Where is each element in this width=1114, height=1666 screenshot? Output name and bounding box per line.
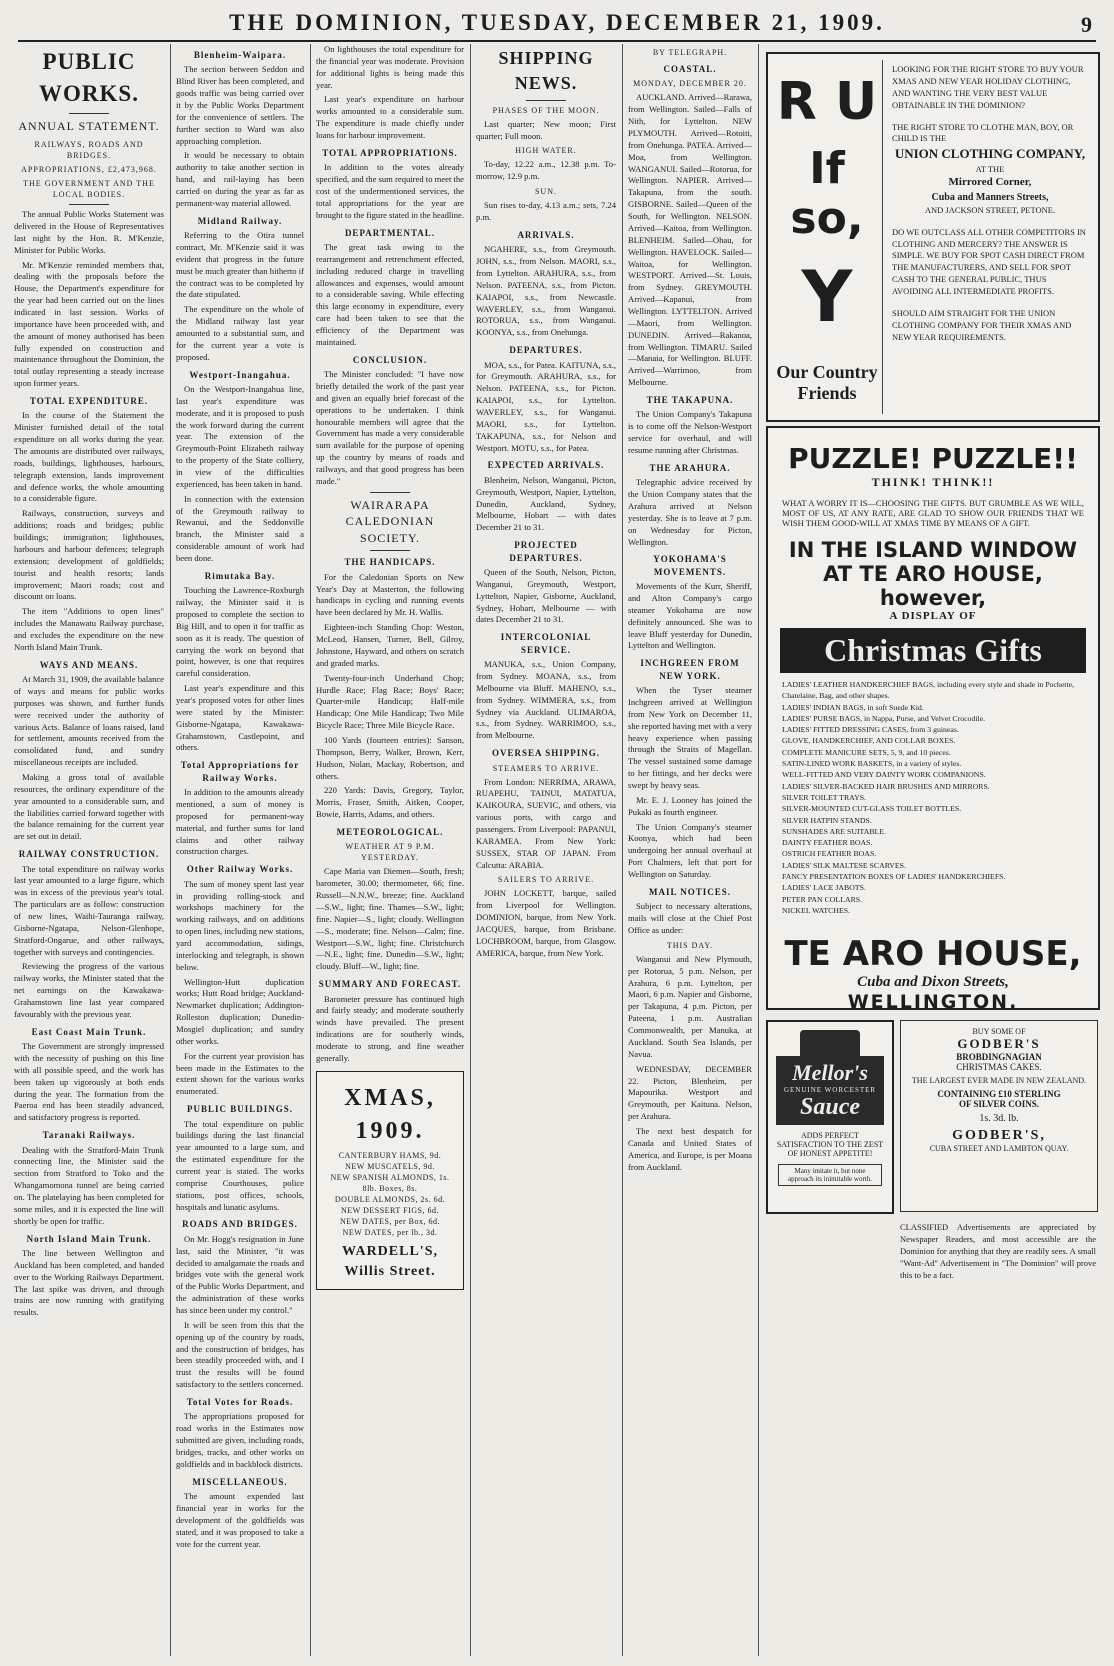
gift-item: FANCY PRESENTATION BOXES OF LADIES' HANDKERCHIEFS. [782,872,1006,882]
mellors-sauce: Sauce [800,1094,860,1120]
friends: Friends [797,383,857,403]
section-north-island: North Island Main Trunk. [26,1233,152,1244]
projected-departures-heading: PROJECTED DEPARTURES. [509,540,583,563]
masthead [18,6,1096,42]
column-telegraph: BY TELEGRAPH. COASTAL. MONDAY, DECEMBER 20. AUCKLAND. Arrived—Rarawa, from Wellington. Sailed—Falls of Nith, for Lyttelton. NEW PLYMOUTH. Arrived—Rotoiti, from Onehunga. PATEA. Arrived—Moa, from Wellington. WANGANUI. Sailed—Rotorua, for Wellington. NAPIER. Arrived—Takapuna, from the south. GISBORNE. Sailed—Queen of the South, for Wellington. NELSON. Arrived—Kaitoa, from Wellington. BLENHEIM. Sailed—Ohau, for Wellington. HAVELOCK. Sailed—Waitoa, for Wellington. WESTPORT. Arrived—St. Louis, from Sydney. GREYMOUTH. Arrived—Kapanui, from Wellington. LYTTELTON. Arrived—Maori, from Wellington. DUNEDIN. Arrived—Rakanoa, from Wellington. TIMARU. Sailed—Manaia, for Wellington. BLUFF. Arrived—Warrimoo, from Melbourne. THE TAKAPUNA. The Union Company's Takapuna is to come off the Nelson-Westport service for overhaul, and will resume running after Christmas. THE ARAHURA. Telegraphic advice received by the Union Company states that the Arahura arrived at Nelson yesterday. She is to leave at 7 p.m. on Wednesday for Picton, Wellington. YOKOHAMA'S MOVEMENTS. Movements of the Kurr, Sheriff, and Alton Company's cargo steamer Yokohama are now definitely announced. She was to leave Bluff yesterday for Dunedin, Lyttelton and Wellington. INCHGREEN FROM NEW YORK. When the Tyser steamer Inchgreen arrived at Wellington from New York on December 11, she reported having met with a very heavy experience when passing through the Straits of Magellan. The vessel sustained some damage to her fittings, and her decks were swept by heavy seas. Mr. E. J. Looney has joined the Pukaki as fourth engineer. The Union Company's steamer Koonya, which had been undergoing her annual overhaul at Port Chalmers, left that port for Wellington on Saturday. MAIL NOTICES. Subject to necessary alterations, mails will close at the Chief Post Office as under: THIS DAY. Wanganui and New Plymouth, per Rotorua, 5 p.m. Nelson, per Arahura, 6 p.m. Lyttelton, per Maori, 6 p.m. Napier and Gisborne, per Takapuna, 4 p.m. Picton, per Pateena, 1 p.m. Australian Commonwealth, per Manuka, at Auckland. South Sea Islands, per Navua. WEDNESDAY, DECEMBER 22. Picton, Blenheim, per Mapourika. Westport and Greymouth, per Kaituna. Nelson, per Arahura. The next best despatch for Canada and United States of America, and Europe, is per Moana from Auckland. [628,48,752,1172]
section-ways-means: WAYS AND MEANS. [39,659,139,670]
gift-item: SILVER-MOUNTED CUT-GLASS TOILET BOTTLES. [782,804,962,814]
xmas-line: CANTERBURY HAMS, 9d. [338,1150,442,1160]
masthead-title: THE DOMINION, TUESDAY, DECEMBER 21, 1909. [229,10,885,35]
te-aro-footer-name: TE ARO HOUSE, [784,934,1082,975]
mellors-note: Many imitate it, but none approach its inimitable worth. [778,1164,882,1186]
weather-subheading: WEATHER AT 9 P.M. YESTERDAY. [345,842,435,863]
godber-name: GODBER'S [957,1036,1041,1051]
gift-item: LADIES' INDIAN BAGS, in soft Suede Kid. [782,702,924,712]
te-aro-footer-address: Cuba and Dixon Streets, [857,974,1009,991]
union-line: DO WE OUTCLASS ALL OTHER COMPETITORS IN CLOTHING AND MERCERY? THE ANSWER IS SIMPLE. WE BUY FOR SPOT CASH DIRECT FROM THE MANUFACTURERS, AND SELL FOR SPOT CASH TO THE GENERAL PUBLIC, THUS AVOIDING ALL INTERMEDIATE PROFITS. [892,226,1086,297]
expected-arrivals-heading: EXPECTED ARRIVALS. [487,460,605,471]
if-so: If so, [790,143,864,244]
godber-address: CUBA STREET AND LAMBTON QUAY. [929,1144,1069,1153]
xmas-line: NEW DESSERT FIGS, 6d. [341,1206,439,1216]
union-clothing-ad [766,52,1100,422]
high-water-heading: HIGH WATER. [515,146,577,156]
arrivals-heading: ARRIVALS. [517,229,575,240]
takapuna-heading: THE TAKAPUNA. [646,394,734,405]
godber-line: THE LARGEST EVER MADE IN NEW ZEALAND. [911,1076,1087,1085]
godbers-ad [900,1020,1098,1212]
headline-wairarapa: WAIRARAPA CALEDONIAN SOCIETY. [345,497,435,545]
column-railways: Blenheim-Waipara. The section between Seddon and Blind River has been completed, and goods traffic was being carried over it by the Public Works Department for the convenience of settlers. The further section to Ward was also approaching completion. It would be necessary to obtain authority to take another section in hand, and rail-laying has been carried on during the year as far as permanent-way material allowed. Midland Railway. Referring to the Otira tunnel contract, Mr. M'Kenzie said it was evident that progress in the future must be much greater than hitherto if the contract was to be completed by the date stipulated. The expenditure on the whole of the Midland railway last year amounted to a substantial sum, and for the current year a vote is proposed. Westport-Inangahua. On the Westport-Inangahua line, last year's expenditure was moderate, and it is proposed to push the work forward during the current year. The extension of the Greymouth-Point Elizabeth railway to the property of the State colliery, in view of the difficulties experienced, has been taken in hand. In connection with the extension of the Greymouth railway to Rewanui, and the Seddonville branch, the Minister said a considerable amount of work had been done. Rimutaka Bay. Touching the Lawrence-Roxburgh railway, the Minister said it is proposed to complete the section to Big Hill, and to open it for traffic as soon as it is ready. The question of carrying the work on beyond that point, however, is one that requires careful consideration. Last year's expenditure and this year's proposed votes for other lines were stated by the Minister: Gisborne-Ngatapa, Kawakawa-Grahamstown, Castlepoint, and others. Total Appropriations for Railway Works. In addition to the amounts already mentioned, a sum of money is proposed for permanent-way material, and further sums for land claims and other railway construction charges. Other Railway Works. The sum of money spent last year in providing rolling-stock and workshops machinery for the working railways, and on additions to open lines, including new stations, yard accommodation, sidings, interlocking and telegraph, is shown below. Wellington-Hutt duplication works; Hutt Road bridge; Auckland-Newmarket duplication; Addington-Rolleston duplication; Dunedin-Mosgiel duplication; and sundry other works. For the current year provision has been made in the Estimates to the extent shown for the various works enumerated. PUBLIC BUILDINGS. The total expenditure on public buildings during the last financial year amounted to a large sum, and the estimated expenditure for the current year is stated. The works comprise Courthouses, police stations, post offices, schools, hospitals and lunatic asylums. ROADS AND BRIDGES. On Mr. Hogg's resignation in June last, said the Minister, "it was decided to amalgamate the roads and bridges vote with the general work of the Public Works Department, and the administration of these works has since been under my control." It will be seen from this that the opening up of the country by roads, and the construction of bridges, has been steadily proceeded with, and I trust the results will be found satisfactory to the settlers concerned. Total Votes for Roads. The appropriations proposed for road works in the Estimates now submitted are given, including roads, bridges, tracks, and other works on goldfields and in backblock districts. MISCELLANEOUS. The amount expended last financial year in works for the development of the goldfields was stated, and it was proposed to take a vote for the current year. [176,50,304,1549]
mellors-brand: Mellor's [792,1060,868,1085]
intro-paragraph: The annual Public Works Statement was delivered in the House of Representatives last night by the Hon. R. M'Kenzie, Minister for Public Works. [14,209,164,255]
sun-heading: SUN. [534,187,557,197]
union-line: Cuba and Manners Streets, [931,191,1049,203]
gift-item: LADIES' SILK MALTESE SCARVES. [782,860,906,870]
gift-item: COMPLETE MANICURE SETS, 5, 9, and 10 pieces. [782,747,951,757]
christmas-gifts-banner: Christmas Gifts [780,628,1086,673]
gift-item: GLOVE, HANDKERCHIEF, AND COLLAR BOXES. [782,736,956,746]
gift-item: SATIN-LINED WORK BASKETS, in a variety of styles. [782,759,962,769]
godber-line: CHRISTMAS CAKES. [956,1062,1042,1072]
steamers-arrive-heading: STEAMERS TO ARRIVE. [492,763,600,773]
section-conclusion: CONCLUSION. [352,354,428,365]
letter-y: Y [801,256,853,338]
gift-item: NICKEL WATCHES. [782,905,851,915]
deck-appropriations: APPROPRIATIONS, £2,473,968. [21,165,157,175]
page-number: 9 [1081,12,1092,37]
telegraph-heading: BY TELEGRAPH. [652,48,728,57]
section-appropriations: Total Appropriations for Railway Works. [180,760,300,783]
house-heading: AT TE ARO HOUSE, however, [823,562,1043,610]
display-of: A DISPLAY OF [889,610,977,622]
section-westport: Westport-Inangahua. [189,369,291,380]
section-handicaps: THE HANDICAPS. [344,557,436,568]
union-company-name: UNION CLOTHING COMPANY, [894,146,1086,162]
puzzle-heading: PUZZLE! PUZZLE!! [788,442,1078,475]
te-aro-intro: WHAT A WORRY IT IS—CHOOSING THE GIFTS. BUT GRUMBLE AS WE WILL, MOST OF US, AT ANY RATE, ARE GLAD TO SHOW OUR FRIENDS THAT WE WISH THEM GOOD-WILL AT XMAS TIME BY MEANS OF A GIFT. [782,498,1084,528]
xmas-line: NEW DATES, per Box, 6d. [339,1217,440,1227]
union-line: THE RIGHT STORE TO CLOTHE MAN, BOY, OR CHILD IS THE [892,121,1074,144]
gift-item: LADIES' PURSE BAGS, in Nappa, Purse, and Velvet Crocodile. [782,713,986,723]
window-heading: IN THE ISLAND WINDOW [788,538,1078,562]
column-public-works: PUBLIC WORKS. ANNUAL STATEMENT. RAILWAYS, ROADS AND BRIDGES. APPROPRIATIONS, £2,473,968. THE GOVERNMENT AND THE LOCAL BODIES. The annual Public Works Statement was delivered in the House of Representatives last night by the Hon. R. M'Kenzie, Minister for Public Works. Mr. M'Kenzie reminded members that, dealing with the proposals before the House, the Department's expenditure for the year had been carried out on the lines indicated in last session. Works of importance have been proceeded with, and the amount of money authorised has been fully expended on construction and maintenance throughout the Dominion, the total outlay representing a steady increase upon former years. TOTAL EXPENDITURE. In the course of the Statement the Minister furnished detail of the total expenditure on all works during the year. The amounts are distributed over railways, roads, buildings, lighthouses, harbours, telegraph extension, lands improvement and defence works, the whole amounting to a considerable figure. Railways, construction, surveys and additions; roads and bridges; public buildings; immigration; lighthouses, harbours and harbour defences; telegraph extension; development of goldfields; tourist and health resorts; lands improvement; Maori roads; cost and discount on loans. The item "Additions to open lines" includes the Manawatu Railway purchase, and excludes the expenditure on the new North Island Main Trunk. WAYS AND MEANS. At March 31, 1909, the available balance of ways and means for public works purposes was shown, and further funds were received under the authority of various Acts. Balance of loans raised, land for settlement, amounts received from the consolidated fund, and sundry miscellaneous receipts are included. Making a gross total of available resources, the ordinary expenditure of the year amounted to a considerable sum, and the liabilities carried forward together with the balance remaining for the current year are set out in detail. RAILWAY CONSTRUCTION. The total expenditure on railway works last year amounted to a large figure, which was in excess of the previous year's total. The particulars are as follow: construction of new lines, Waihi-Tauranga railway, Gisborne-Ngatapa, Nelson-Glenhope, Stratford-Ongarue, and other railways, together with surveys and contingencies. Reviewing the progress of the various railway works, the Minister stated that the net earnings on the Kawakawa-Grahamstown line last year compared favourably with the previous year. East Coast Main Trunk. The Government are strongly impressed with the necessity of pushing on this line with all possible speed, and the work has been taken up vigorously at both ends during the year. The formation from the Paeroa end has been steadily advanced, and satisfactory progress is reported. Taranaki Railways. Dealing with the Stratford-Main Trunk connecting line, the Minister said the section from Stratford to Toko and the Whangamomona tunnel are being carried on. The platelaying has been completed for some miles, and it is expected the line will shortly be open for traffic. North Island Main Trunk. The line between Wellington and Auckland has been completed, and handed over to the Working Railways Department. The last spike was driven, and through trains are now running with gratifying results. [14,44,164,1656]
union-line: LOOKING FOR THE RIGHT STORE TO BUY YOUR XMAS AND NEW YEAR HOLIDAY CLOTHING, AND WANTING THE VERY BEST VALUE OBTAINABLE IN THE DOMINION? [892,64,1084,110]
section-roads-bridges: ROADS AND BRIDGES. [182,1219,298,1230]
our-country: Our Country [776,362,878,382]
section-public-buildings: PUBLIC BUILDINGS. [186,1104,294,1115]
union-text-panel [892,64,1088,344]
union-line: SHOULD AIM STRAIGHT FOR THE UNION CLOTHING COMPANY FOR THEIR XMAS AND NEW YEAR REQUIREMENTS. [892,308,1072,342]
mellors-sauce-ad [766,1020,894,1214]
section-blenheim: Blenheim-Waipara. [193,50,287,60]
column-appropriations: On lighthouses the total expenditure for the financial year was moderate. Provision for additional lights is being made this year. Last year's expenditure on harbour works amounted to a considerable sum. The expenditure is made chiefly under loans for harbour improvement. TOTAL APPROPRIATIONS. In addition to the votes already specified, and the sum required to meet the cost of the undermentioned services, the total appropriations for the year are brought to the figure stated in the headline. DEPARTMENTAL. The great task owing to the rearrangement and retrenchment effected, including reduced charge in travelling allowances and expenses, would amount to a considerable saving. While effecting this large economy in expenditure, every care had been taken to see that the efficiency of the Department was maintained. CONCLUSION. The Minister concluded: "I have now briefly detailed the work of the past year and given an equally brief forecast of the operations to be undertaken. I think honourable members will agree that the Government has made a very considerable sum available for the purpose of opening up the country by means of roads and railways, and that good progress has been made." WAIRARAPA CALEDONIAN SOCIETY. THE HANDICAPS. For the Caledonian Sports on New Year's Day at Masterton, the following handicaps in cycling and running events have been declared by Mr. H. Wallis. Eighteen-inch Standing Chop: Weston, McLeod, Hansen, Turner, Bell, Gilroy, Johnstone, Hayward, and others on scratch and graded marks. Twenty-four-inch Underhand Chop; Hurdle Race; Flag Race; Boys' Race; Quarter-mile Handicap; Half-mile Handicap; One Mile Handicap; Two Mile Bicycle Race; Three Mile Bicycle Race. 100 Yards (fourteen entries): Sanson, Thompson, Berry, Walker, Brown, Kerr, Hudson, Nolan, Mackay, Robertson, and others. 220 Yards: Davis, Gregory, Taylor, Morris, Fraser, Smith, Aitken, Cooper, Bowie, Harris, Adams, and others. METEOROLOGICAL. WEATHER AT 9 P.M. YESTERDAY. Cape Maria van Diemen—South, fresh; barometer, 30.00; thermometer, 66; fine. Russell—N.N.W., breeze; fine. Auckland—S.W., light; fine. Thames—S.W., light; fine. Napier—S., light; cloudy. Wellington—S., moderate; fine. Nelson—Calm; fine. Westport—S.W., light; fine. Christchurch—N.E., light; fine. Dunedin—S.W., light; cloudy. Bluff—W., light; fine. SUMMARY AND FORECAST. Barometer pressure has continued high and fairly steady; and moderate southerly winds have prevailed. The present indications are for southerly winds, moderate to strong, and fine weather generally. XMAS, 1909. CANTERBURY HAMS, 9d. NEW MUSCATELS, 9d. NEW SPANISH ALMONDS, 1s. 8lb. Boxes, 8s. DOUBLE ALMONDS, 2s. 6d. NEW DESSERT FIGS, 6d. NEW DATES, per Box, 6d. NEW DATES, per lb., 3d. WARDELL'S, Willis Street. [316,44,464,1656]
section-railway-construction: RAILWAY CONSTRUCTION. [18,849,160,860]
mellors-sub: GENUINE WORCESTER [783,1086,877,1094]
deck-railways: RAILWAYS, ROADS AND BRIDGES. [34,140,144,161]
think-heading: THINK! THINK!! [871,475,995,489]
te-aro-footer-city: WELLINGTON. [847,991,1019,1010]
bottle-icon [800,1030,860,1056]
section-other-railway: Other Railway Works. [186,864,294,875]
sailers-heading: SAILERS TO ARRIVE. [497,875,595,885]
this-day-heading: THIS DAY. [666,940,714,950]
gift-item: LADIES' LACE JABOTS. [782,883,866,893]
gift-item: PETER PAN COLLARS. [782,894,863,904]
godber-line: BROBDINGNAGIAN [956,1052,1042,1062]
phases-heading: PHASES OF THE MOON. [492,105,600,115]
letter-r: R [776,72,817,132]
section-summary: SUMMARY AND FORECAST. [318,979,462,990]
gift-item: DAINTY FEATHER BOAS. [782,838,873,848]
mellors-tagline: ADDS PERFECT SATISFACTION TO THE ZEST OF HONEST APPETITE! [776,1131,884,1158]
godber-line: OF SILVER COINS. [958,1099,1040,1109]
godber-name-footer: GODBER'S, [952,1128,1046,1143]
xmas-title: XMAS, 1909. [344,1084,436,1144]
section-rimutaka: Rimutaka Bay. [204,570,276,581]
column-shipping: SHIPPING NEWS. PHASES OF THE MOON. Last quarter; New moon; First quarter; Full moon. HIGH WATER. To-day, 12.22 a.m., 12.38 p.m. To-morrow, 12.9 p.m. SUN. Sun rises to-day, 4.13 a.m.; sets, 7.24 p.m. ARRIVALS. NGAHERE, s.s., from Greymouth. JOHN, s.s., from Nelson. MAORI, s.s., from Lyttelton. ARAHURA, s.s., from Nelson. PATEENA, s.s., from Picton. KAIAPOI, s.s., from Newcastle. WAVERLEY, s.s., from Wanganui. ROTORUA, s.s., from Wanganui. KOONYA, s.s., from Onehunga. DEPARTURES. MOA, s.s., for Patea. KAITUNA, s.s., for Greymouth. ARAHURA, s.s., for Nelson. PATEENA, s.s., for Picton. KAIAPOI, s.s., for Lyttelton. WAVERLEY, s.s., for Wanganui. MAORI, s.s., for Lyttelton. TAKAPUNA, s.s., for Nelson and Westport. MOTU, s.s., for Patea. EXPECTED ARRIVALS. Blenheim, Nelson, Wanganui, Picton, Greymouth, Westport, Napier, Lyttelton, Dunedin, Auckland, Sydney, Melbourne, Hobart — with dates December 21 to 31. PROJECTED DEPARTURES. Queen of the South, Nelson, Picton, Wanganui, Greymouth, Westport, Lyttelton, Napier, Gisborne, Auckland, Sydney, Hobart, Melbourne — with dates December 21 to 31. INTERCOLONIAL SERVICE. MANUKA, s.s., Union Company, from Sydney. MOANA, s.s., from Melbourne via Bluff. MAHENO, s.s., from Sydney. WIMMERA, s.s., from Sydney via Auckland. ULIMAROA, s.s., from Sydney. WARRIMOO, s.s., from Melbourne. OVERSEA SHIPPING. STEAMERS TO ARRIVE. From London: NERRIMA, ARAWA, RUAPEHU, TAINUI, MATATUA, KAIKOURA, SUEVIC, and others, via various ports, with cargo and passengers. From Liverpool: PAPANUI, KARAMEA. From New York: SUSSEX, STAR OF JAPAN. From Calcutta: ARABIA. SAILERS TO ARRIVE. JOHN LOCKETT, barque, sailed from Liverpool for Wellington. DOMINION, barque, from New York. JACQUES, barque, from Brisbane. LOCHBROOM, barque, from Glasgow. AMERICA, barque, from New York. [476,48,616,958]
headline-public-works: PUBLIC WORKS. [39,49,139,106]
inchgreen-heading: INCHGREEN FROM NEW YORK. [640,658,740,681]
gift-item: SILVER HATPIN STANDS. [782,815,872,825]
gift-list [782,679,1084,916]
coastal-date: MONDAY, DECEMBER 20. [633,79,747,89]
departures-heading: DEPARTURES. [509,345,583,356]
gift-item: LADIES' LEATHER HANDKERCHIEF BAGS, including every style and shade in Pochette, Chatelaine, Bag, and other shapes. [782,680,1075,701]
section-miscellaneous: MISCELLANEOUS. [192,1476,288,1487]
xmas-line: 8lb. Boxes, 8s. [362,1184,418,1194]
xmas-line: NEW DATES, per lb., 3d. [342,1228,438,1238]
wardells-ad [316,1071,464,1290]
xmas-line: NEW MUSCATELS, 9d. [345,1161,435,1171]
mail-heading: MAIL NOTICES. [648,886,732,897]
union-line: Mirrored Corner, [948,176,1032,189]
union-line: AND JACKSON STREET, PETONE. [924,204,1056,215]
headline-shipping: SHIPPING NEWS. [498,48,594,93]
union-line: AT THE [975,163,1005,174]
subheadline: ANNUAL STATEMENT. [18,119,160,134]
classified-notice: CLASSIFIED Advertisements are appreciated by Newspaper Readers, and most accessible are the Dominion for anything that they are readily sees. A small "Want-Ad" Advertisement in "The Dominion" will prove this to be a fact. [900,1222,1096,1280]
xmas-line: NEW SPANISH ALMONDS, 1s. [330,1173,450,1182]
coastal-heading: COASTAL. [663,64,717,75]
gift-item: LADIES' FITTED DRESSING CASES, from 3 guineas. [782,725,959,735]
deck-government: THE GOVERNMENT AND THE LOCAL BODIES. [23,179,155,200]
gift-item: LADIES' SILVER-BACKED HAIR BRUSHES AND MIRRORS. [782,781,990,791]
section-meteorological: METEOROLOGICAL. [336,826,444,837]
section-total-votes: Total Votes for Roads. [186,1397,294,1408]
section-east-coast: East Coast Main Trunk. [31,1026,147,1037]
section-total-expenditure: TOTAL EXPENDITURE. [29,396,149,407]
godber-price: 1s. 3d. lb. [979,1113,1019,1124]
section-midland: Midland Railway. [197,215,283,226]
xmas-line: DOUBLE ALMONDS, 2s. 6d. [334,1195,446,1205]
overseas-heading: OVERSEA SHIPPING. [491,748,601,759]
gift-item: OSTRICH FEATHER BOAS. [782,849,877,859]
te-aro-house-ad [766,426,1100,1010]
intercolonial-heading: INTERCOLONIAL SERVICE. [500,632,592,655]
godber-line: BUY SOME OF [972,1027,1026,1036]
wardells-footer: WARDELL'S, Willis Street. [342,1244,438,1279]
arahura-heading: THE ARAHURA. [649,462,731,473]
gift-item: WELL-FITTED AND VERY DAINTY WORK COMPANIONS. [782,770,986,780]
section-total-appropriations: TOTAL APPROPRIATIONS. [322,147,458,158]
section-departmental: DEPARTMENTAL. [344,227,436,238]
gift-item: SUNSHADES ARE SUITABLE. [782,826,886,836]
union-letter-panel [772,60,883,414]
gift-item: SILVER TOILET TRAYS. [782,792,866,802]
section-taranaki: Taranaki Railways. [42,1130,136,1141]
letter-u: U [834,72,878,132]
yokohama-heading: YOKOHAMA'S MOVEMENTS. [653,554,727,577]
godber-line: CONTAINING £10 STERLING [937,1089,1061,1099]
